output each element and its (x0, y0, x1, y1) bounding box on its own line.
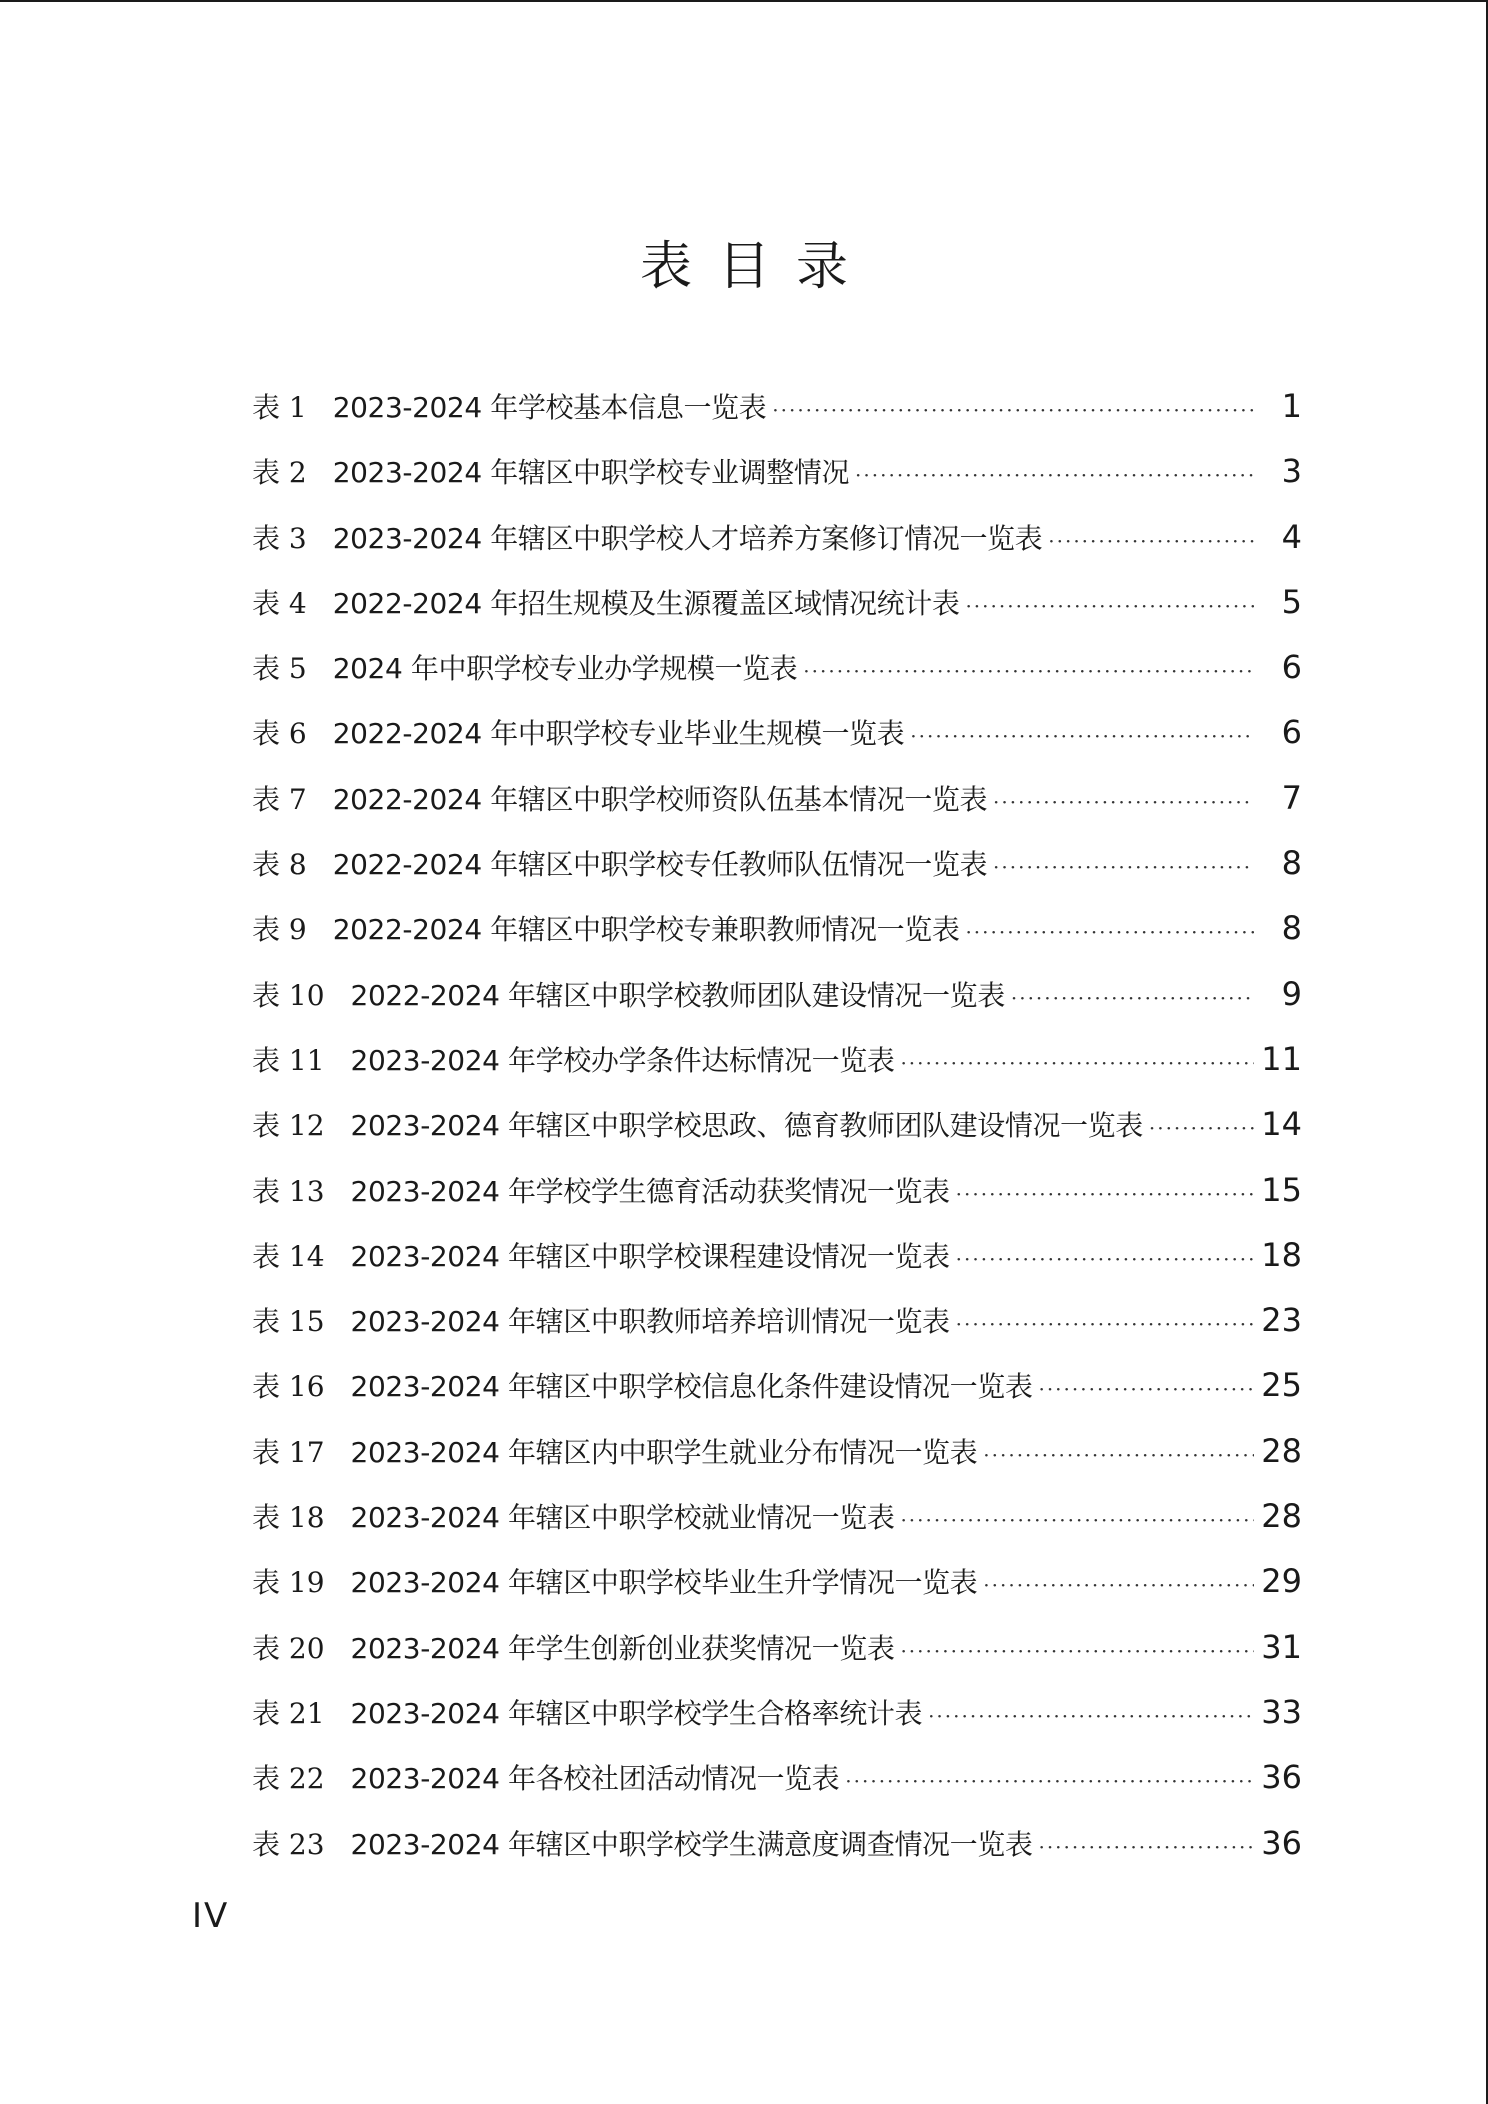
toc-entry[interactable] (252, 1686, 1302, 1751)
page-title: 表目录 (639, 237, 874, 297)
toc-leader-dots (845, 1755, 1254, 1807)
toc-leader-dots (928, 1690, 1254, 1742)
toc-leader-dots (803, 645, 1254, 697)
toc-entry-page: 33 (1261, 1692, 1302, 1731)
toc-entry-label: 表 17 (252, 1435, 325, 1469)
toc-entry-label: 表 8 (252, 848, 307, 882)
toc-entry-label: 表 18 (252, 1501, 325, 1535)
toc-leader-dots (1149, 1102, 1254, 1154)
toc-entry-label: 表 3 (252, 521, 307, 555)
toc-entry-page: 18 (1261, 1235, 1302, 1274)
toc-entry-page: 7 (1281, 778, 1302, 817)
toc-entry-label: 表 13 (252, 1174, 325, 1208)
toc-leader-dots (1038, 1821, 1254, 1873)
toc-entry-label: 表 19 (252, 1566, 325, 1600)
toc-entry-title: 2023-2024 年辖区中职学校人才培养方案修订情况一览表 (332, 521, 1043, 555)
toc-entry-page: 8 (1281, 844, 1302, 883)
toc-entry[interactable] (252, 1033, 1302, 1098)
toc-entry[interactable] (252, 380, 1302, 445)
toc-entry-page: 4 (1281, 517, 1302, 556)
toc-entry-page: 36 (1261, 1823, 1302, 1862)
toc-entry[interactable] (252, 511, 1302, 576)
toc-leader-dots (965, 580, 1254, 632)
toc-entry-page: 28 (1261, 1497, 1302, 1536)
toc-leader-dots (855, 449, 1254, 501)
toc-entry-page: 9 (1281, 974, 1302, 1013)
toc-entry[interactable] (252, 837, 1302, 902)
toc-leader-dots (983, 1559, 1254, 1611)
toc-entry-label: 表 6 (252, 717, 307, 751)
toc-entry-label: 表 16 (252, 1370, 325, 1404)
toc-entry-label: 表 4 (252, 586, 307, 620)
toc-leader-dots (965, 906, 1254, 958)
toc-entry[interactable] (252, 1490, 1302, 1555)
toc-entry[interactable] (252, 445, 1302, 510)
toc-leader-dots (993, 841, 1254, 893)
toc-entry[interactable] (252, 1817, 1302, 1882)
toc-entry-page: 15 (1261, 1170, 1302, 1209)
toc-entry-page: 31 (1261, 1627, 1302, 1666)
toc-entry-page: 5 (1281, 582, 1302, 621)
toc-entry-title: 2023-2024 年辖区中职学校思政、德育教师团队建设情况一览表 (350, 1109, 1143, 1143)
toc-entry-title: 2023-2024 年辖区内中职学生就业分布情况一览表 (350, 1435, 978, 1469)
toc-leader-dots (900, 1625, 1254, 1677)
toc-leader-dots (956, 1168, 1254, 1220)
toc-entry-title: 2023-2024 年辖区中职学校信息化条件建设情况一览表 (350, 1370, 1033, 1404)
toc-entry-title: 2023-2024 年辖区中职学校就业情况一览表 (350, 1501, 895, 1535)
toc-entry-page: 6 (1281, 713, 1302, 752)
toc-entry-title: 2022-2024 年中职学校专业毕业生规模一览表 (332, 717, 905, 751)
toc-entry-page: 25 (1261, 1366, 1302, 1405)
toc-leader-dots (956, 1233, 1254, 1285)
toc-entry-label: 表 20 (252, 1631, 325, 1665)
toc-entry-label: 表 14 (252, 1239, 325, 1273)
toc-entry-title: 2023-2024 年各校社团活动情况一览表 (350, 1762, 840, 1796)
toc-entry-title: 2023-2024 年学校基本信息一览表 (332, 391, 767, 424)
toc-entry-page: 36 (1261, 1758, 1302, 1797)
toc-entry-title: 2023-2024 年学生创新创业获奖情况一览表 (350, 1631, 895, 1665)
toc-entry[interactable] (252, 1098, 1302, 1163)
toc-entry[interactable] (252, 968, 1302, 1033)
toc-entry-title: 2022-2024 年辖区中职学校专兼职教师情况一览表 (332, 913, 960, 947)
toc-entry-label: 表 23 (252, 1827, 325, 1861)
toc-entry[interactable] (252, 1751, 1302, 1816)
toc-leader-dots (1038, 1363, 1254, 1415)
toc-entry-title: 2023-2024 年学校办学条件达标情况一览表 (350, 1043, 895, 1077)
toc-entry[interactable] (252, 1425, 1302, 1490)
toc-entry-title: 2022-2024 年招生规模及生源覆盖区域情况统计表 (332, 586, 960, 620)
toc-leader-dots (772, 384, 1254, 436)
toc-leader-dots (1048, 515, 1254, 567)
toc-entry[interactable] (252, 902, 1302, 967)
toc-leader-dots (900, 1037, 1254, 1089)
toc-entry[interactable] (252, 772, 1302, 837)
toc-entry-label: 表 7 (252, 782, 307, 816)
toc-entry-label: 表 21 (252, 1696, 325, 1730)
toc-entry[interactable] (252, 1621, 1302, 1686)
page-number: IV (192, 1896, 230, 1936)
top-border (0, 0, 1488, 2)
toc-entry-title: 2022-2024 年辖区中职学校专任教师队伍情况一览表 (332, 848, 988, 882)
toc-entry-title: 2024 年中职学校专业办学规模一览表 (332, 652, 798, 686)
toc-entry-title: 2023-2024 年辖区中职教师培养培训情况一览表 (350, 1305, 950, 1339)
toc-entry-title: 2023-2024 年学校学生德育活动获奖情况一览表 (350, 1174, 950, 1208)
toc-entry-page: 3 (1281, 452, 1302, 491)
toc-entry-label: 表 10 (252, 978, 325, 1012)
toc-entry-page: 29 (1261, 1562, 1302, 1601)
toc-entry[interactable] (252, 1164, 1302, 1229)
toc-entry-label: 表 5 (252, 652, 307, 686)
toc-entry-title: 2022-2024 年辖区中职学校师资队伍基本情况一览表 (332, 782, 988, 816)
table-of-contents (252, 380, 1302, 1882)
toc-entry-page: 28 (1261, 1431, 1302, 1470)
toc-leader-dots (956, 1298, 1254, 1350)
toc-entry[interactable] (252, 576, 1302, 641)
toc-entry-label: 表 1 (252, 391, 307, 424)
toc-entry[interactable] (252, 641, 1302, 706)
toc-entry-page: 1 (1281, 387, 1302, 425)
toc-entry-title: 2023-2024 年辖区中职学校专业调整情况 (332, 456, 850, 490)
toc-entry[interactable] (252, 1359, 1302, 1424)
toc-entry[interactable] (252, 1555, 1302, 1620)
toc-entry-label: 表 12 (252, 1109, 325, 1143)
toc-entry-title: 2022-2024 年辖区中职学校教师团队建设情况一览表 (350, 978, 1005, 1012)
toc-entry-title: 2023-2024 年辖区中职学校课程建设情况一览表 (350, 1239, 950, 1273)
toc-entry-label: 表 11 (252, 1043, 325, 1077)
toc-entry-title: 2023-2024 年辖区中职学校学生合格率统计表 (350, 1696, 923, 1730)
toc-entry-page: 6 (1281, 648, 1302, 687)
toc-entry-label: 表 2 (252, 456, 307, 490)
toc-leader-dots (983, 1429, 1254, 1481)
toc-entry-title: 2023-2024 年辖区中职学校毕业生升学情况一览表 (350, 1566, 978, 1600)
toc-entry-page: 14 (1261, 1105, 1302, 1144)
toc-entry[interactable] (252, 706, 1302, 771)
toc-entry-label: 表 22 (252, 1762, 325, 1796)
toc-entry-page: 11 (1261, 1039, 1302, 1078)
toc-entry-page: 8 (1281, 909, 1302, 948)
toc-leader-dots (900, 1494, 1254, 1546)
toc-entry-page: 23 (1261, 1301, 1302, 1340)
toc-entry-label: 表 9 (252, 913, 307, 947)
toc-leader-dots (993, 776, 1254, 828)
toc-entry-label: 表 15 (252, 1305, 325, 1339)
toc-entry[interactable] (252, 1229, 1302, 1294)
toc-leader-dots (910, 710, 1254, 762)
toc-leader-dots (1011, 972, 1254, 1024)
toc-entry-title: 2023-2024 年辖区中职学校学生满意度调查情况一览表 (350, 1827, 1033, 1861)
toc-entry[interactable] (252, 1294, 1302, 1359)
